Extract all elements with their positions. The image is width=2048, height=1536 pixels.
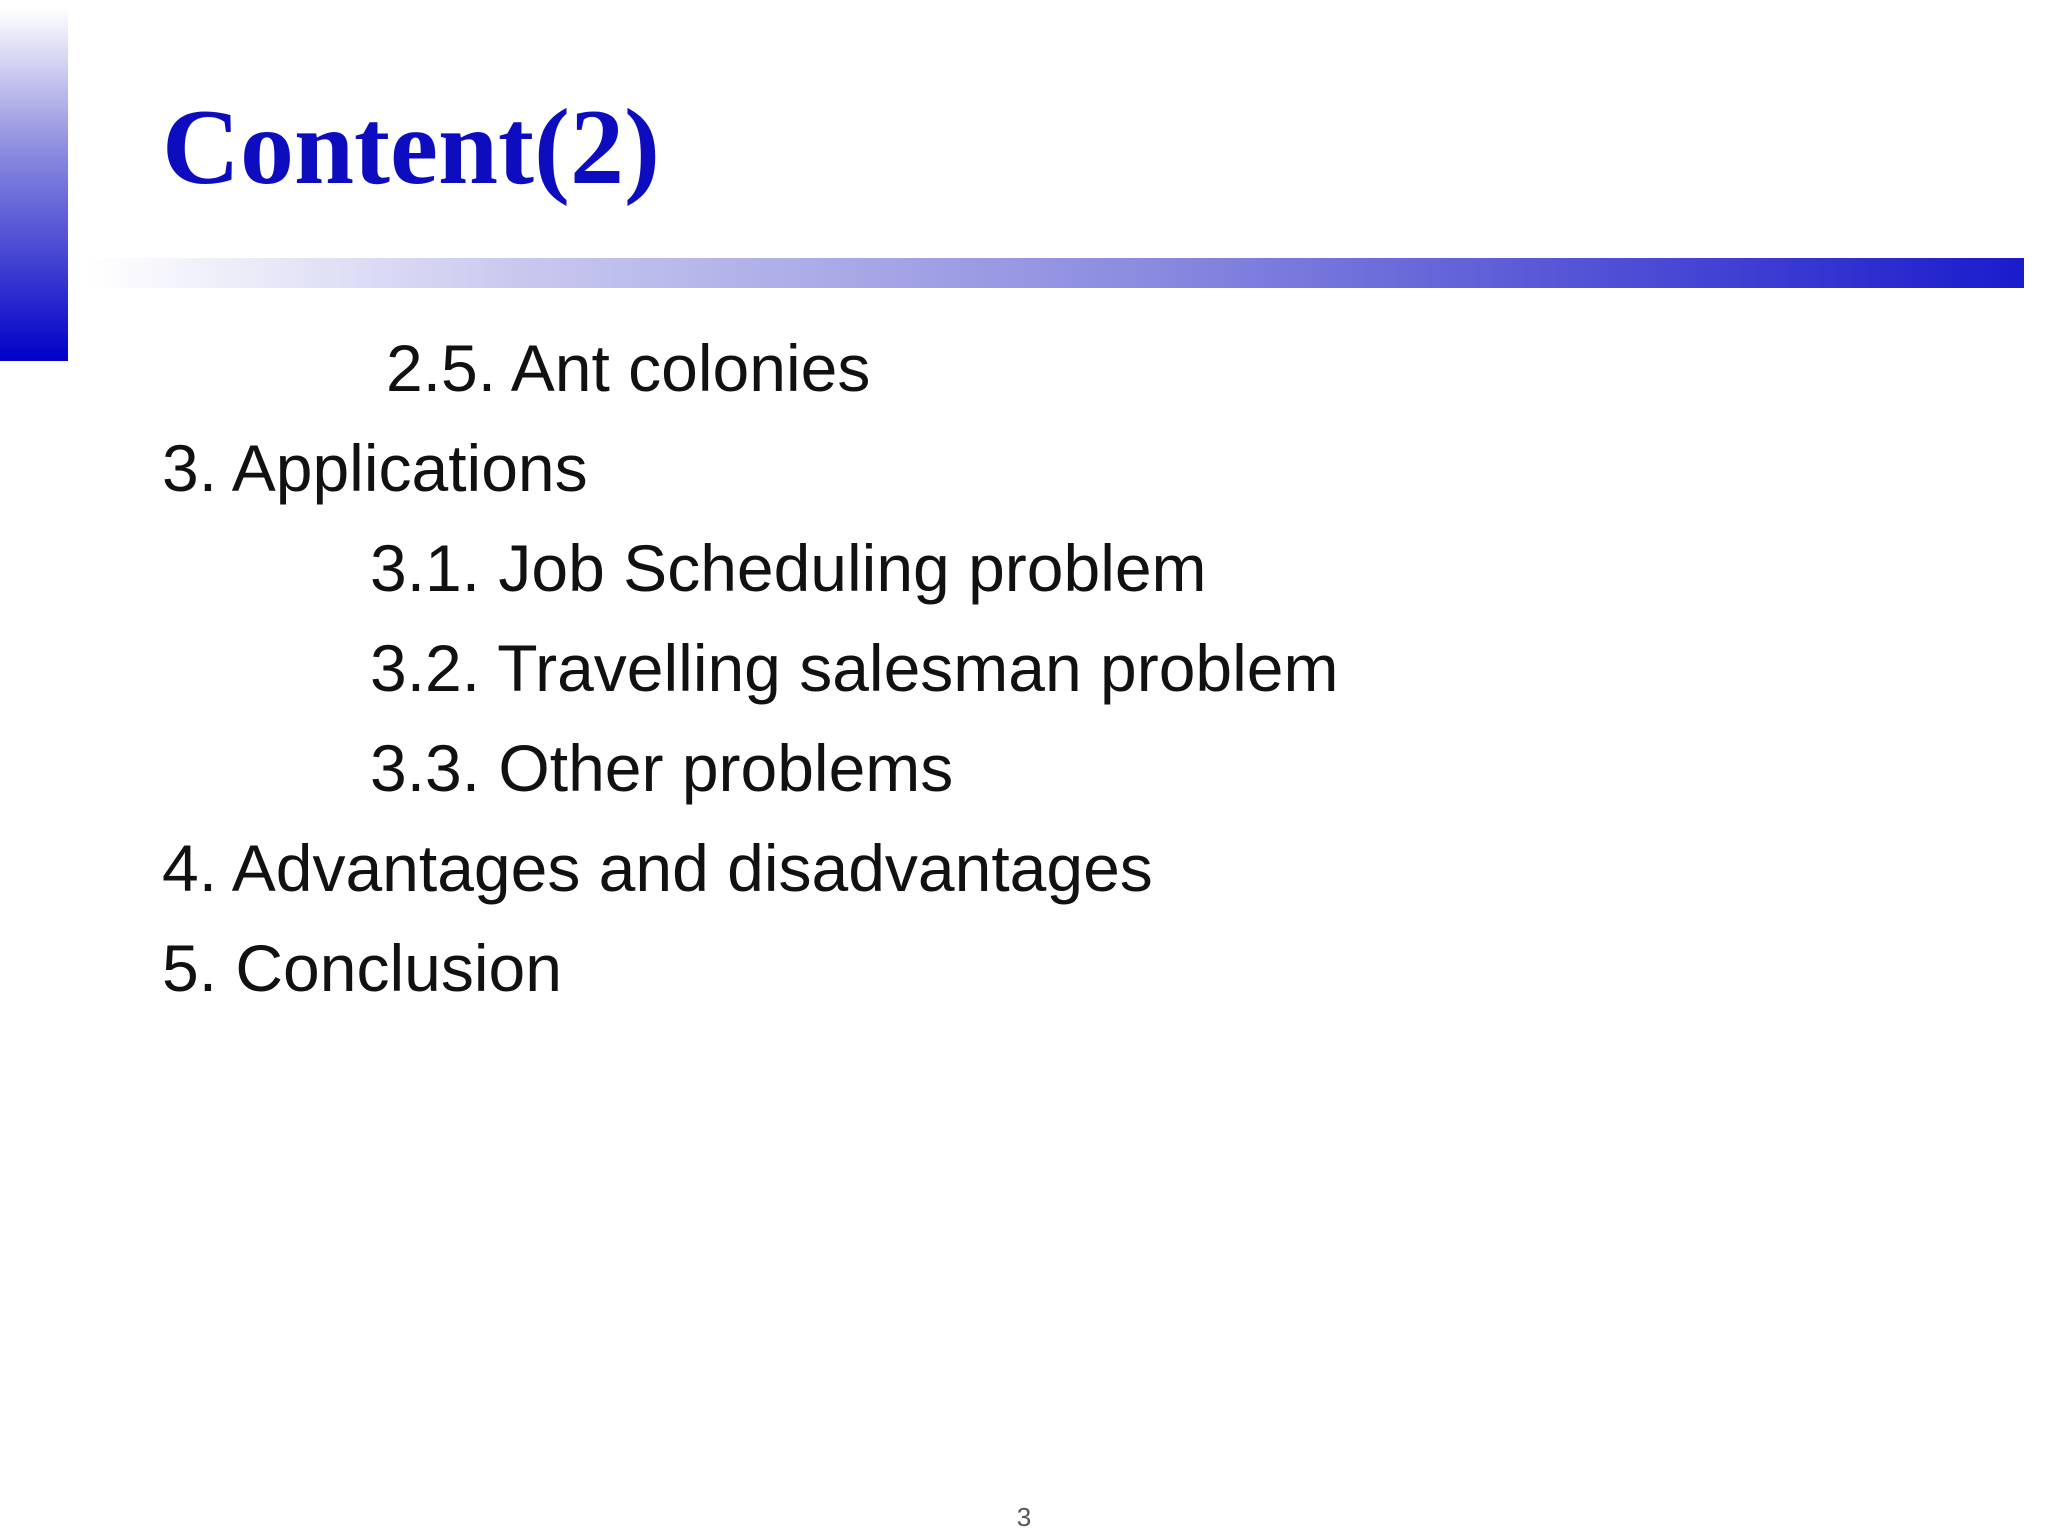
side-accent-bar bbox=[0, 8, 68, 361]
outline-list bbox=[0, 318, 1338, 1018]
outline-item: 3.1. Job Scheduling problem bbox=[370, 531, 1207, 605]
outline-item: 5. Conclusion bbox=[162, 931, 562, 1005]
outline-item: 3.2. Travelling salesman problem bbox=[370, 631, 1339, 705]
outline-item: 3.3. Other problems bbox=[370, 731, 954, 805]
outline-item: 2.5. Ant colonies bbox=[386, 331, 871, 405]
slide-title: Content(2) bbox=[162, 88, 660, 207]
outline-item: 3. Applications bbox=[162, 431, 588, 505]
page-number: 3 bbox=[1016, 1502, 1032, 1532]
outline-item: 4. Advantages and disadvantages bbox=[162, 831, 1153, 905]
title-underline-bar bbox=[88, 258, 2024, 288]
